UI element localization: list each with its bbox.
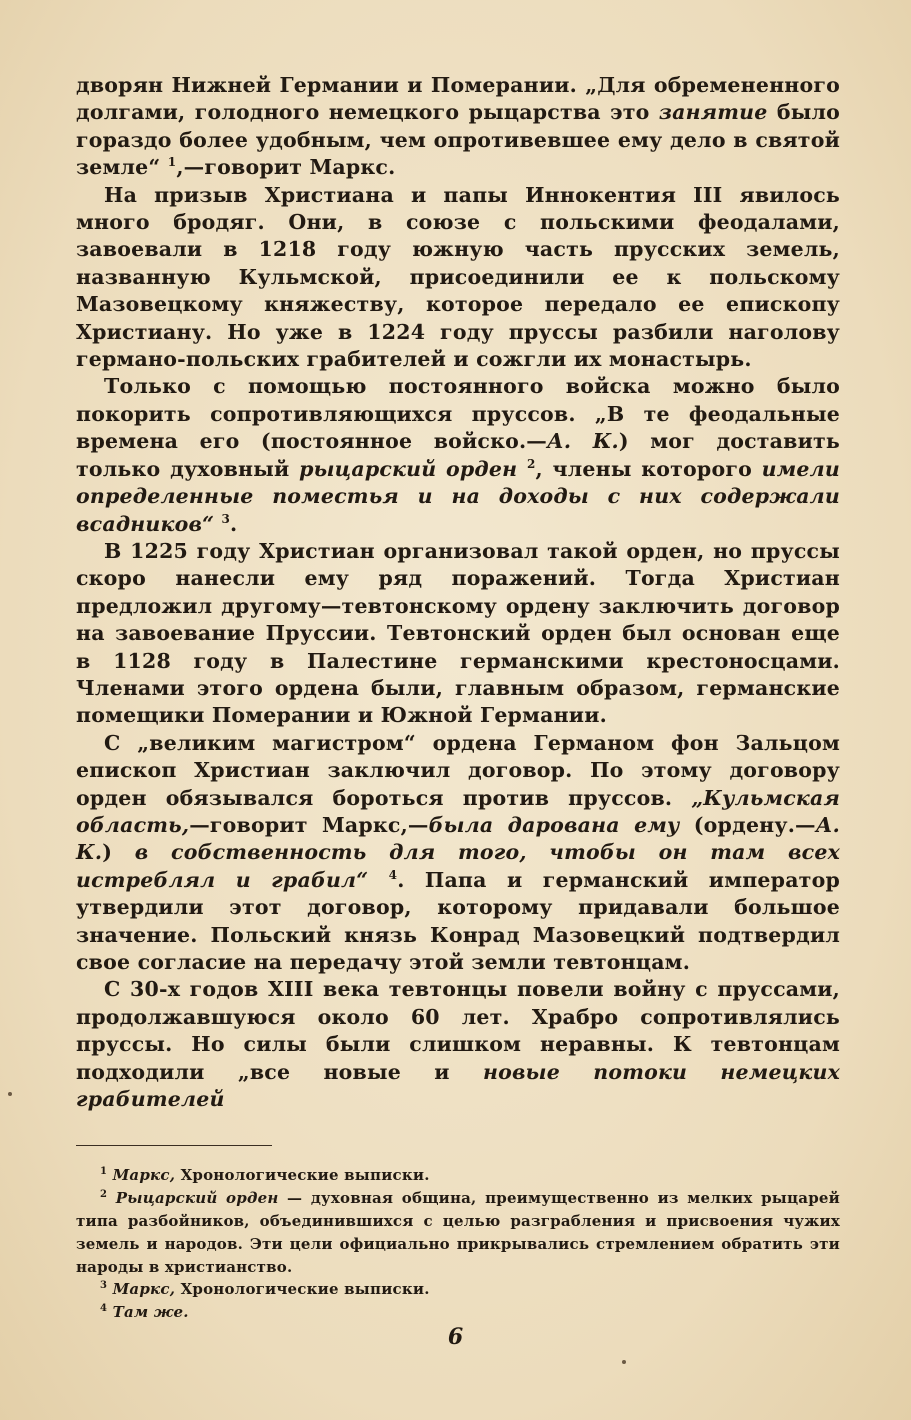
text-run: . <box>230 511 238 536</box>
italic-text: А. К. <box>547 429 619 454</box>
footnote <box>76 1187 840 1278</box>
page-number: 6 <box>447 1324 464 1350</box>
italic-text: рыцарский орден <box>299 456 518 481</box>
paragraph <box>76 538 840 730</box>
italic-text: новые потоки немецких грабителей <box>76 1059 840 1112</box>
page <box>76 72 840 1324</box>
text-run: (ордену.— <box>679 812 816 837</box>
text-run: ) мог доставить только духовный <box>76 429 840 481</box>
text-run: Хронологические выписки. <box>175 1280 430 1299</box>
text-run: . Папа и германский император утвердили этот договор, которому придавали большое значение. Польский князь Конрад Мазовецкий подтвердил свое согласие на передачу этой земли тевтонцам. <box>76 867 840 974</box>
italic-text: занятие <box>658 100 768 125</box>
italic-text: Маркс, <box>112 1166 176 1185</box>
italic-text: Рыцарский орден <box>115 1189 279 1208</box>
footnote-marker: 1 <box>167 155 177 170</box>
italic-text: Маркс, <box>112 1280 176 1299</box>
paragraph <box>76 976 840 1113</box>
italic-text: была дарована ему <box>428 812 680 837</box>
text-run: было гораздо более удобным, чем опротивевшее ему дело в святой земле“ <box>76 100 840 180</box>
footnote <box>76 1301 840 1324</box>
paragraph <box>76 730 840 977</box>
footnote-marker: 2 <box>526 456 536 471</box>
footnote-marker: 2 <box>100 1189 108 1201</box>
paragraph <box>76 182 840 374</box>
text-run: — духовная община, преимущественно из мелких рыцарей типа разбойников, объединившихся с целью разграбления и присвоения чужих земель и народов. Эти цели официально прикрывались стремлением обратить эти народы в христианство. <box>76 1189 840 1276</box>
italic-text: имели определенные поместья и на доходы с них содержали всадников“ <box>76 456 840 536</box>
text-run: , члены которого <box>535 456 762 481</box>
footnote <box>76 1164 840 1187</box>
main-text <box>76 72 840 1113</box>
paragraph <box>76 72 840 182</box>
italic-text: „Кульмская область, <box>76 785 840 837</box>
text-run: дворян Нижней Германии и Померании. „Для обремененного долгами, голодного немецкого рыцарства это <box>76 73 840 125</box>
text-run <box>107 1189 116 1207</box>
text-run: ,—говорит Маркс. <box>176 155 396 180</box>
paper-speck <box>8 1092 12 1096</box>
text-run: В 1225 году Христиан организовал такой орден, но пруссы скоро нанесли ему ряд поражений. Тогда Христиан предложил другому—тевтонскому ордену заключить договор на завоевание Пруссии. Тевтонский орден был основан еще в 1128 году в Палестине германскими крестоносцами. Членами этого ордена были, главным образом, германские помещики Померании и Южной Германии. <box>76 538 840 728</box>
paper-speck <box>622 1360 626 1364</box>
footnote <box>76 1278 840 1301</box>
text-run: С „великим магистром“ ордена Германом фон Зальцом епископ Христиан заключил договор. По этому договору орден обязывался бороться против пруссов. <box>76 730 840 810</box>
italic-text: в собственность для того, чтобы он там всех истреблял и грабил“ <box>76 840 840 892</box>
paragraph <box>76 373 840 537</box>
footnotes <box>76 1164 840 1324</box>
text-run <box>517 457 527 481</box>
footnote-marker: 3 <box>221 511 231 526</box>
text-run <box>368 868 388 892</box>
text-run: ) <box>102 840 135 865</box>
footnote-marker: 4 <box>100 1303 108 1315</box>
text-run: На призыв Христиана и папы Иннокентия III явилось много бродяг. Они, в союзе с польскими феодалами, завоевали в 1218 году южную часть прусских земель, названную Кульмской, присоединили ее к польскому Мазовецкому княжеству, которое передало ее епископу Христиану. Но уже в 1224 году пруссы разбили наголову германо-польских грабителей и сожгли их монастырь. <box>76 182 840 372</box>
text-run: Только с помощью постоянного войска можно было покорить сопротивляющихся пруссов. „В те феодальные времена его (постоянное войско.— <box>76 374 840 454</box>
footnote-marker: 4 <box>388 867 398 882</box>
italic-text: Там же. <box>112 1303 189 1322</box>
text-run: С 30-х годов XIII века тевтонцы повели войну с пруссами, продолжавшуюся около 60 лет. Храбро сопротивлялись пруссы. Но силы были слишком неравны. К тевтонцам подходили „все новые и <box>76 977 840 1084</box>
text-run: Хронологические выписки. <box>175 1166 430 1185</box>
footnote-marker: 1 <box>100 1166 108 1178</box>
footnote-marker: 3 <box>100 1280 108 1292</box>
italic-text: А. К. <box>76 812 840 865</box>
text-run: —говорит Маркс,— <box>189 812 429 837</box>
footnote-separator <box>76 1145 272 1146</box>
